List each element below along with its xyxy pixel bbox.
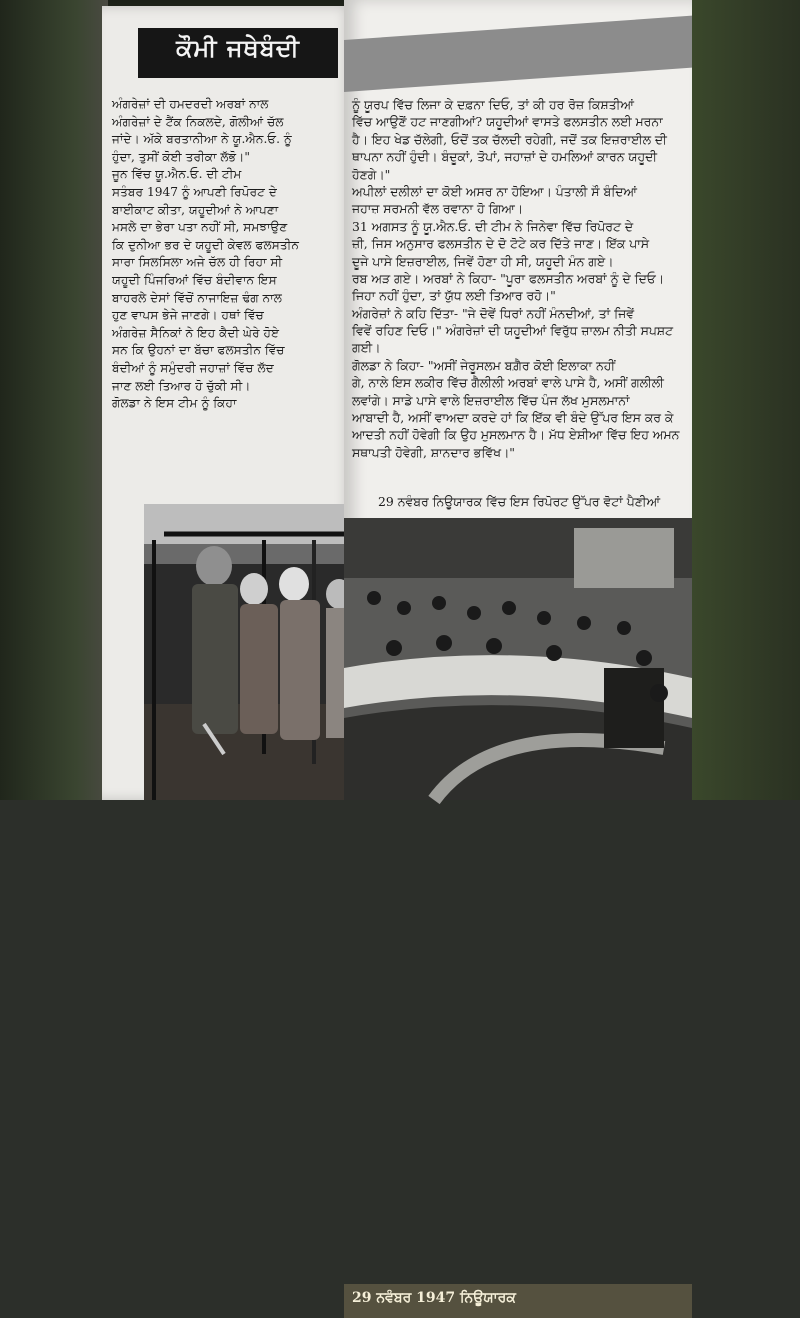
text-line: ਦੂਜੇ ਪਾਸੇ ਇਜ਼ਰਾਈਲ, ਜਿਵੇਂ ਹੋਣਾ ਹੀ ਸੀ, ਯਹੂਦੀ ਮੰਨ ਗਏ। [352, 253, 614, 269]
text-line: ਅੰਗਰੇਜ਼ਾਂ ਨੇ ਕਹਿ ਦਿੱਤਾ- "ਜੇ ਦੋਵੇਂ ਧਿਰਾਂ ਨਹੀਂ ਮੰਨਦੀਆਂ, ਤਾਂ ਜਿਵੇਂ [352, 305, 634, 321]
text-line: ਸਤੰਬਰ 1947 ਨੂੰ ਆਪਣੀ ਰਿਪੋਰਟ ਦੇ [112, 184, 277, 199]
text-line: ਹੁੰਦਾ, ਤੁਸੀਂ ਕੋਈ ਤਰੀਕਾ ਲੱਭੋ।" [112, 149, 250, 164]
text-line: ਗੋਲਡਾ ਨੇ ਇਸ ਟੀਮ ਨੂੰ ਕਿਹਾ [112, 396, 237, 411]
text-line: ਗੋਲਡਾ ਨੇ ਕਿਹਾ- "ਅਸੀਂ ਜੇਰੂਸਲਮ ਬਗ਼ੈਰ ਕੋਈ ਇਲਾਕਾ ਨਹੀਂ [352, 357, 616, 373]
text-line: ਜਾਣ ਲਈ ਤਿਆਰ ਹੋ ਚੁੱਕੀ ਸੀ। [112, 378, 251, 393]
text-line: ਗਈ। [352, 340, 381, 356]
text-line: ਰਬ ਅੜ ਗਏ। ਅਰਬਾਂ ਨੇ ਕਿਹਾ- "ਪੂਰਾ ਫਲਸਤੀਨ ਅਰਬਾਂ ਨੂੰ ਦੇ ਦਿਓ। [352, 270, 665, 286]
right-page [344, 0, 692, 1306]
chapter-title-box [138, 28, 338, 78]
photo-un-assembly-image [344, 518, 692, 800]
text-line: ਵਿੱਚ ਆਉਣੋਂ ਹਟ ਜਾਣਗੀਆਂ? ਯਹੂਦੀਆਂ ਵਾਸਤੇ ਫਲਸਤੀਨ ਲਈ ਮਰਨਾ [352, 114, 663, 130]
text-line: ਜਾਂਦੇ। ਅੱਕੇ ਬਰਤਾਨੀਆ ਨੇ ਯੂ.ਐਨ.ਓ. ਨੂੰ [112, 132, 292, 147]
text-line: ਬਾਈਕਾਟ ਕੀਤਾ, ਯਹੂਦੀਆਂ ਨੇ ਆਪਣਾ [112, 202, 279, 217]
chapter-title: ਕੌਮੀ ਜਥੇਬੰਦੀ [176, 34, 300, 62]
text-line: ਬਾਹਰਲੇ ਦੇਸਾਂ ਵਿੱਚੋਂ ਨਾਜਾਇਜ਼ ਢੰਗ ਨਾਲ [112, 290, 283, 305]
text-line: 31 ਅਗਸਤ ਨੂੰ ਯੂ.ਐਨ.ਓ. ਦੀ ਟੀਮ ਨੇ ਜਿਨੇਵਾ ਵਿੱਚ ਰਿਪੋਰਟ ਦੇ [352, 218, 634, 234]
text-line: ਅੰਗਰੇਜ਼ ਸੈਨਿਕਾਂ ਨੇ ਇਹ ਕੈਦੀ ਘੇਰੇ ਹੋਏ [112, 325, 280, 340]
text-line: ਆਬਾਦੀ ਹੈ, ਅਸੀਂ ਵਾਅਦਾ ਕਰਦੇ ਹਾਂ ਕਿ ਇੱਕ ਵੀ ਬੰਦੇ ਉੱਪਰ ਇਸ ਕਰ ਕੇ [352, 410, 674, 426]
text-line: ਸਾਰਾ ਸਿਲਸਿਲਾ ਅਜੇ ਚੱਲ ਹੀ ਰਿਹਾ ਸੀ [112, 255, 283, 270]
right-body-text [352, 96, 688, 461]
text-line: ਜ਼ੀ, ਜਿਸ ਅਨੁਸਾਰ ਫਲਸਤੀਨ ਦੇ ਦੋ ਟੋਟੇ ਕਰ ਦਿੱਤੇ ਜਾਣ। ਇੱਕ ਪਾਸੇ [352, 236, 650, 252]
text-line: ਜਹਾਜ਼ ਸਰਮਨੀ ਵੱਲ ਰਵਾਨਾ ਹੋ ਗਿਆ। [352, 201, 524, 217]
text-line: ਗੇ, ਨਾਲੇ ਇਸ ਲਕੀਰ ਵਿੱਚ ਗੈਲੀਲੀ ਅਰਬਾਂ ਵਾਲੇ ਪਾਸੇ ਹੈ, ਅਸੀਂ ਗਲੀਲੀ [352, 375, 664, 391]
text-line: ਵਿਵੇਂ ਰਹਿਣ ਦਿਓ।" ਅੰਗਰੇਜ਼ਾਂ ਦੀ ਯਹੂਦੀਆਂ ਵਿਰੁੱਧ ਜ਼ਾਲਮ ਨੀਤੀ ਸਪਸ਼ਟ [352, 323, 674, 339]
text-line: ਅੰਗਰੇਜ਼ਾਂ ਦੇ ਟੈਂਕ ਨਿਕਲਦੇ, ਗੋਲੀਆਂ ਚੱਲ [112, 114, 284, 129]
photo-un-assembly [344, 518, 692, 1306]
text-line: ਅੰਗਰੇਜ਼ਾਂ ਦੀ ਹਮਦਰਦੀ ਅਰਬਾਂ ਨਾਲ [112, 97, 269, 111]
text-line: ਬੰਦੀਆਂ ਨੂੰ ਸਮੁੰਦਰੀ ਜਹਾਜ਼ਾਂ ਵਿੱਚ ਲੱਦ [112, 360, 274, 375]
text-line: ਹੋਣਗੇ।" [352, 166, 391, 182]
photo-caption: 29 ਨਵੰਬਰ 1947 ਨਿਊਯਾਰਕ [352, 1290, 516, 1306]
background-left [0, 0, 108, 800]
text-line: ਮਸਲੇ ਦਾ ਭੇਰਾ ਪਤਾ ਨਹੀਂ ਸੀ, ਸਮਝਾਉਣ [112, 220, 288, 235]
text-line: ਲਵਾਂਗੇ। ਸਾਡੇ ਪਾਸੇ ਵਾਲੇ ਇਜ਼ਰਾਈਲ ਵਿੱਚ ਪੰਜ ਲੱਖ ਮੁਸਲਮਾਨਾਂ [352, 392, 630, 408]
text-line: ਕਿ ਦੁਨੀਆ ਭਰ ਦੇ ਯਹੂਦੀ ਕੇਵਲ ਫਲਸਤੀਨ [112, 237, 299, 252]
left-page [102, 6, 354, 800]
text-line: ਸਥਾਪਤੀ ਹੋਵੇਗੀ, ਸ਼ਾਨਦਾਰ ਭਵਿੱਖ।" [352, 444, 515, 460]
page-header-bar [344, 16, 692, 92]
text-line: ਅਪੀਲਾਂ ਦਲੀਲਾਂ ਦਾ ਕੋਈ ਅਸਰ ਨਾ ਹੋਇਆ। ਪੰਤਾਲੀ ਸੌ ਬੰਦਿਆਂ [352, 183, 637, 199]
photo-caption-bar [344, 1284, 692, 1318]
text-line: ਆਦਤੀ ਨਹੀਂ ਹੋਵੇਗੀ ਕਿ ਉਹ ਮੁਸਲਮਾਨ ਹੈ। ਮੱਧ ਏਸ਼ੀਆ ਵਿੱਚ ਇਹ ਅਮਨ [352, 427, 680, 443]
text-line: ਯਹੂਦੀ ਪਿੰਜਰਿਆਂ ਵਿੱਚ ਬੰਦੀਵਾਨ ਇਸ [112, 272, 277, 287]
text-line: ਸਨ ਕਿ ਉਹਨਾਂ ਦਾ ਬੱਚਾ ਫਲਸਤੀਨ ਵਿੱਚ [112, 343, 285, 358]
text-line: ਜੂਨ ਵਿੱਚ ਯੂ.ਐਨ.ਓ. ਦੀ ਟੀਮ [112, 167, 242, 182]
text-line: ਜਿਹਾ ਨਹੀਂ ਹੁੰਦਾ, ਤਾਂ ਯੁੱਧ ਲਈ ਤਿਆਰ ਰਹੋ।" [352, 288, 556, 304]
left-body-text [112, 96, 356, 413]
photo-soldier-prisoners-image [144, 504, 354, 800]
text-line: ਥਾਪਨਾ ਨਹੀਂ ਹੁੰਦੀ। ਬੰਦੂਕਾਂ, ਤੋਪਾਂ, ਜਹਾਜ਼ਾਂ ਦੇ ਹਮਲਿਆਂ ਕਾਰਨ ਯਹੂਦੀ [352, 149, 658, 165]
photo-soldier-prisoners [144, 504, 354, 800]
photo-lead-line: 29 ਨਵੰਬਰ ਨਿਊਯਾਰਕ ਵਿੱਚ ਇਸ ਰਿਪੋਰਟ ਉੱਪਰ ਵੋਟਾਂ ਪੈਣੀਆਂ [378, 494, 661, 509]
text-line: ਹੁਣ ਵਾਪਸ ਭੇਜੇ ਜਾਣਗੇ। ਹਥਾਂ ਵਿੱਚ [112, 308, 264, 323]
text-line: ਨੂੰ ਯੂਰਪ ਵਿੱਚ ਲਿਜਾ ਕੇ ਦਫ਼ਨਾ ਦਿਓ, ਤਾਂ ਕੀ ਹਰ ਰੋਜ਼ ਕਿਸ਼ਤੀਆਂ [352, 97, 634, 112]
background-right [680, 0, 800, 800]
text-line: ਹੈ। ਇਹ ਖੇਡ ਚੱਲੇਗੀ, ਓਦੋਂ ਤਕ ਚੱਲਦੀ ਰਹੇਗੀ, ਜਦੋਂ ਤਕ ਇਜ਼ਰਾਈਲ ਦੀ [352, 131, 667, 147]
